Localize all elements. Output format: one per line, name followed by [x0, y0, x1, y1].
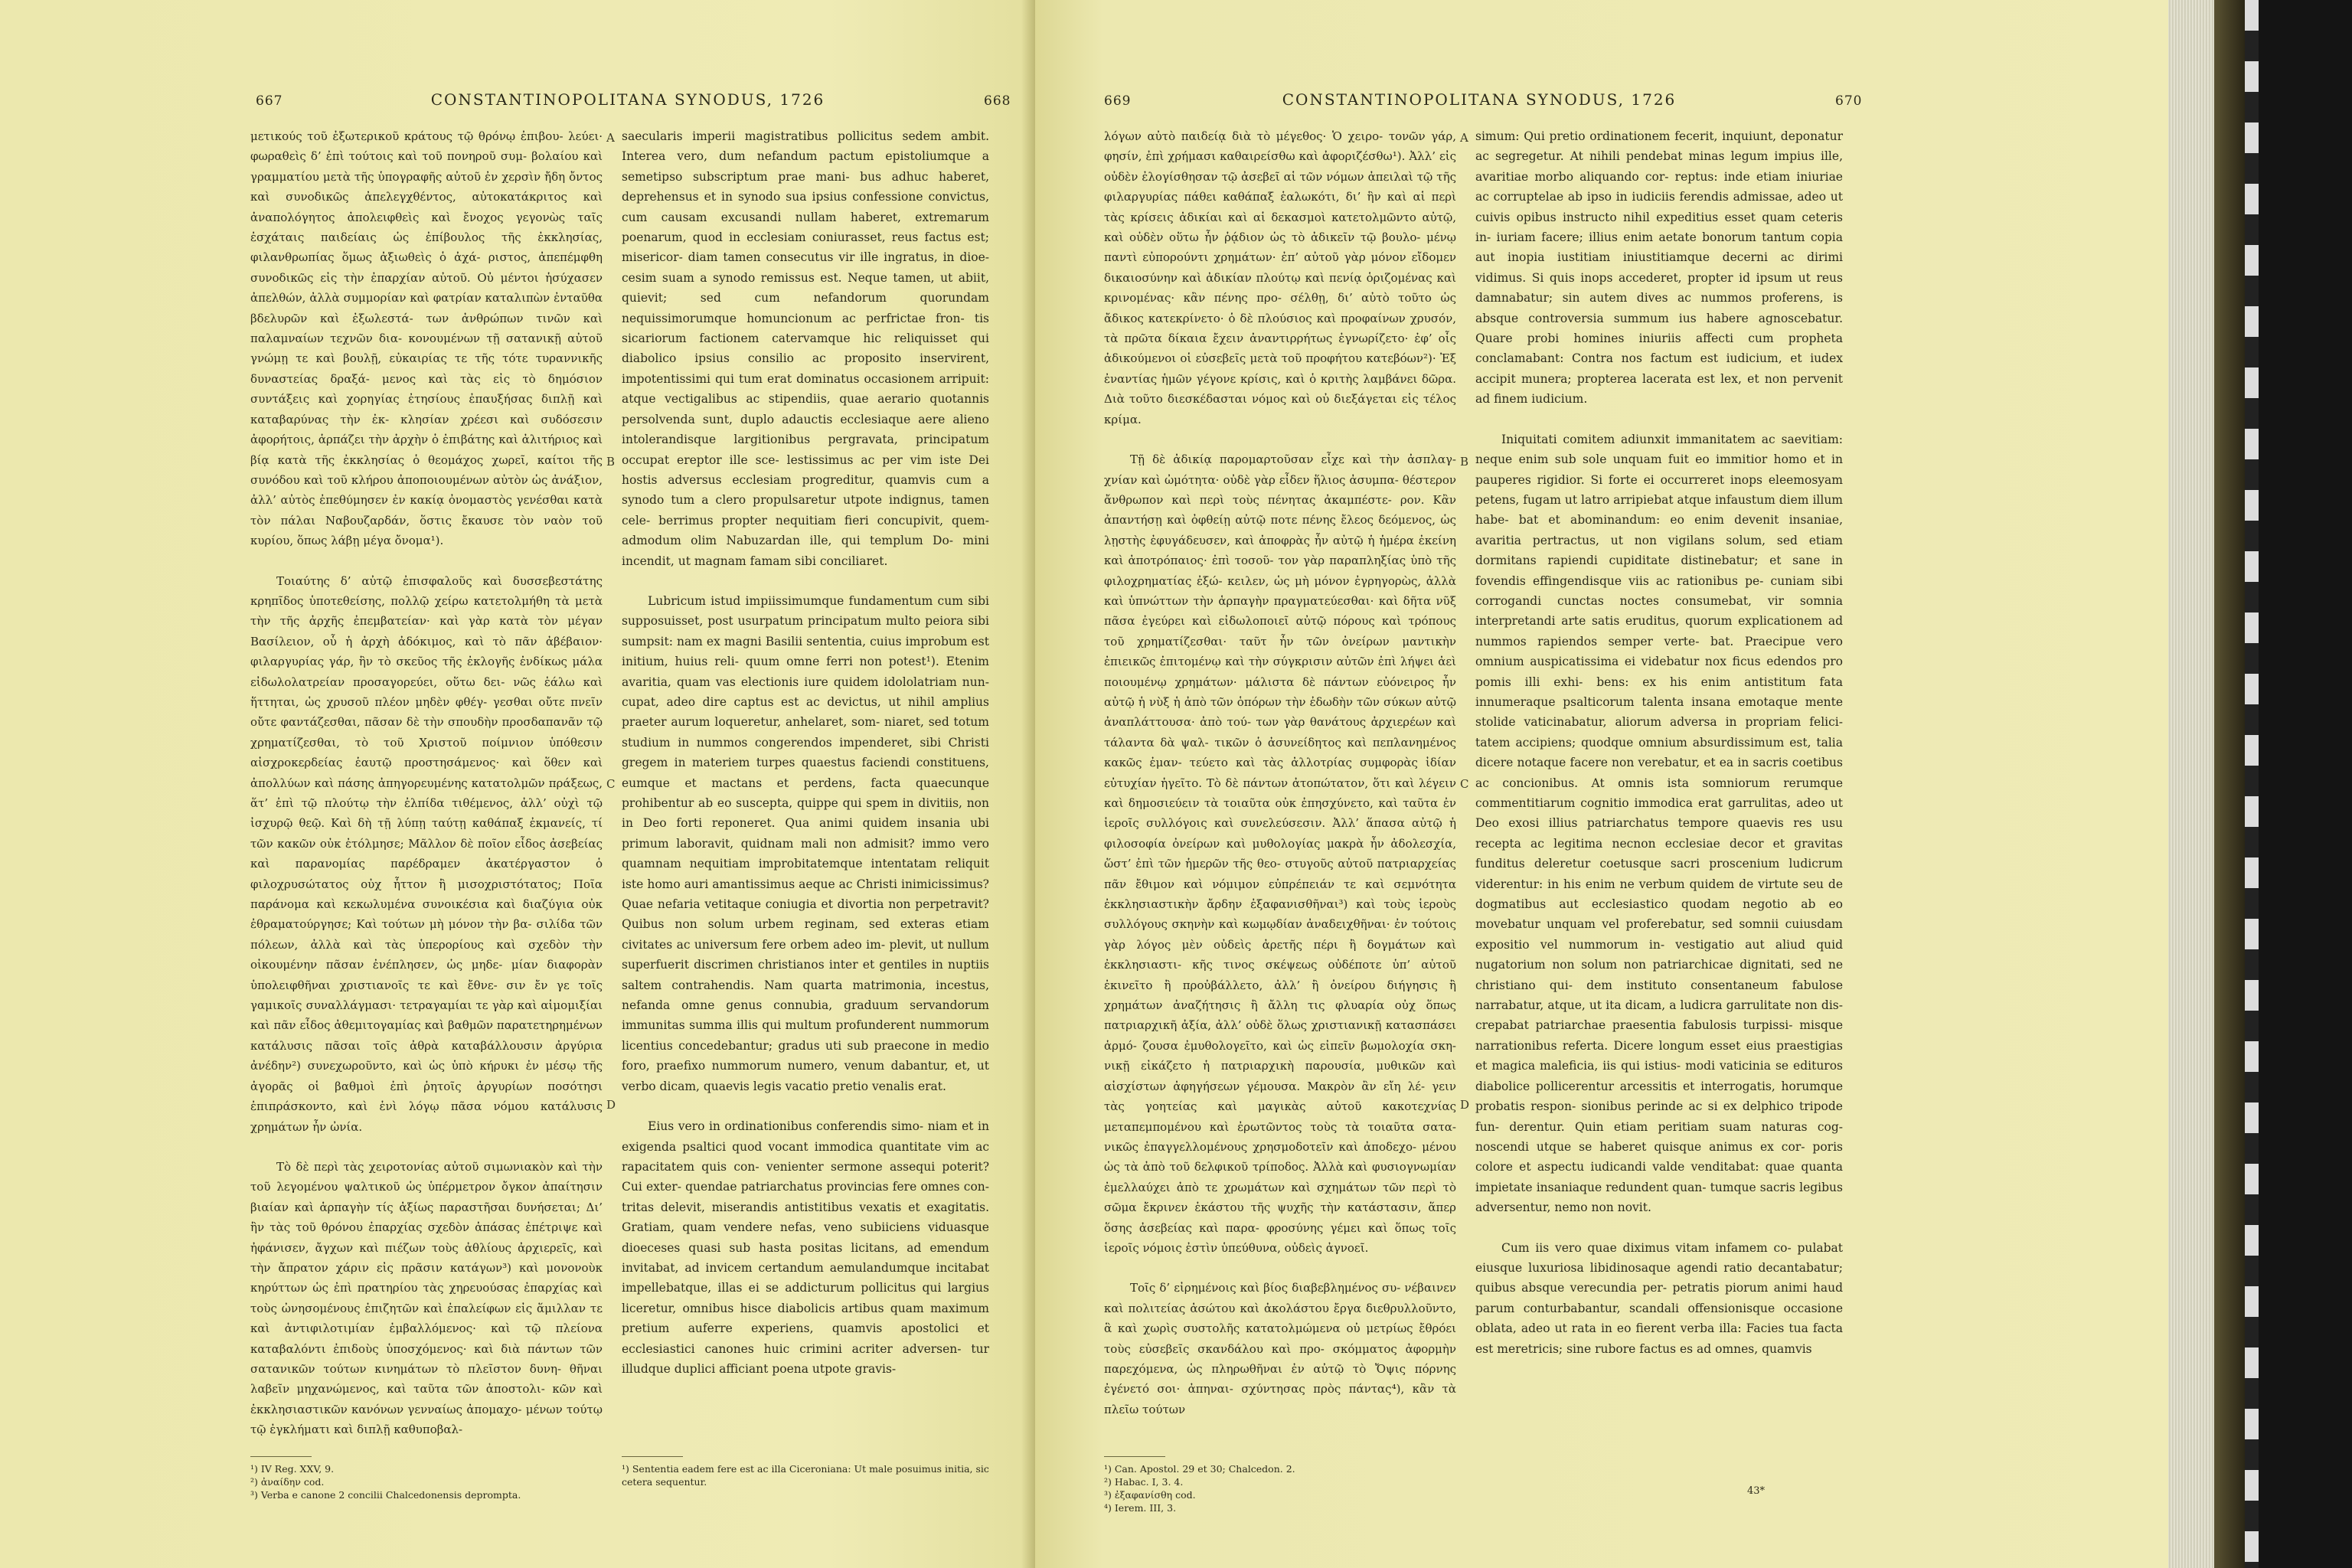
margin-letter-b: B: [606, 455, 616, 469]
running-head-right: [1035, 90, 2168, 121]
latin-text-column: [1475, 126, 1843, 1359]
page-number-669: 669: [1104, 93, 1132, 109]
margin-letter-d: D: [606, 1098, 616, 1112]
margin-letter-c: C: [1460, 777, 1469, 791]
signature-mark: 43*: [1747, 1485, 1766, 1497]
running-head-left: [0, 90, 1035, 121]
greek-paragraph: λόγων αὐτὸ παιδείᾳ διὰ τὸ μέγεθος· Ὁ χειρο- τονῶν γάρ, φησίν, ἐπὶ χρήμασι καθαιρείσθω καὶ ἀφοριζέσθω¹). Ἀλλ’ εἰς οὐδὲν ἐλογίσθησαν τῷ ἀσεβεῖ αἱ τῶν νόμων ἀπειλαὶ τῷ τῆς φιλαργυρίας πάθει καθάπαξ ἑαλωκότι, δι’ ἣν καὶ αἱ περὶ τὰς κρίσεις ἀδικίαι καὶ αἱ δεκασμοὶ κατετολμῶντο αὐτῷ, καὶ οὐδὲν οὕτω ἦν ῥᾴδιον ὡς τὸ ἀδικεῖν τῷ βουλο- μένῳ παντὶ εὐπορούντι χρημάτων· ἐπ’ αὐτοῦ γὰρ μόνον εἴδομεν δικαιοσύνην καὶ ἀδικίαν πλούτῳ καὶ πενίᾳ ὁριζομένας καὶ κρινομένας· κἂν πένης προ- σέλθῃ, δι’ αὐτὸ τοῦτο ὡς ἄδικος κατεκρίνετο· ὁ δὲ πλούσιος καὶ προφαίνων χρυσόν, τὰ πρῶτα δίκαια ἔχειν ἀναντιρρήτως ἐγνωρίζετο· ἐφ’ οἷς ἀδικούμενοι οἱ εὐσεβεῖς μετὰ τοῦ προφήτου κατεβόων²)· Ἐξ ἐναντίας ἡμῶν γέγονε κρίσις, καὶ ὁ κριτὴς λαμβάνει δῶρα. Διὰ τοῦτο διεσκέδασται νόμος καὶ οὐ διεξάγεται εἰς τέλος κρίμα.: [1104, 129, 1456, 426]
latin-paragraph: saecularis imperii magistratibus pollicitus sedem ambit. Interea vero, dum nefandum pactum epistoliumque a semetipso subscriptum prae mani- bus adhuc haberet, deprehensus et in synodo sua ipsius confessione convictus, cum causam excusandi nullam haberet, extremarum poenarum, quod in ecclesiam coniurasset, reus factus est; misericor- diam tamen consecutus vir ille ingratus, in dioe- cesim suam a synodo remissus est. Neque tamen, ut abiit, quievit; sed cum nefandorum quorundam nequissimorumque homuncionum ac perfrictae fron- tis sicariorum factionem catervamque hic reliquisset qui diabolico ipsius consilio ac proposito inservirent, impotentissimi qui tum erat dominatus occasionem arripuit: atque vectigalibus ac stipendiis, quae aerario quotannis persolvenda sunt, duplo adauctis ecclesiaque aere alieno intolerandisque largitionibus pergravata, principatum occupat ereptor ille sce- lestissimus ac per vim iste Dei hostis adversus ecclesiam progreditur, quamvis cum a synodo tum a clero propulsaretur utpote indignus, tamen cele- berrimus propter nequitiam fieri concupivit, quem- admodum olim Nabuzardan ille, qui templum Do- mini incendit, ut magnam famam sibi conciliaret.: [622, 129, 989, 568]
latin-paragraph: simum: Qui pretio ordinationem fecerit, inquiunt, deponatur ac segregetur. At nihili pendebat minas legum impius ille, avaritiae morbo aliquando cor- reptus: inde etiam iniuriae ac corruptelae ab ipso in iudiciis ferendis admissae, adeo ut cuivis opibus instructo nihil expeditius esset quam ceteris in- iuriam facere; illius enim aetate bonorum tantum copia aut inopia iustitiam iniustitiamque decerni ac dirimi vidimus. Si quis inops accederet, propter id ipsum ut reus damnabatur; sin autem dives ac nummos proferens, is absque controversia summum ius habere agnoscebatur. Quare probi homines iniuriis affecti cum propheta conclamabant: Contra nos factum est iudicium, et iudex accipit munera; propterea lacerata est lex, et non pervenit ad finem iudicium.: [1475, 129, 1843, 407]
latin-paragraph: Cum iis vero quae diximus vitam infamem co- pulabat eiusque luxuriosa libidinosaque agendi ratio decantabatur; quibus absque verecundia per- petratis piorum animi haud parum conturbabantur, scandali offensionisque occasione oblata, adeo ut rata in eo fierent verba illa: Facies tua facta est meretricis; sine rubore factus es ad omnes, quamvis: [1475, 1240, 1843, 1356]
running-title: CONSTANTINOPOLITANA SYNODUS, 1726: [1282, 90, 1677, 109]
greek-paragraph: Τοιαύτης δ’ αὐτῷ ἐπισφαλοῦς καὶ δυσσεβεστάτης κρηπῖδος ὑποτεθείσης, πολλῷ χείρω κατετολμήθη τὰ μετὰ τὴν τῆς ἀρχῆς ἐπεμβατείαν· καὶ γὰρ κατὰ τὸν μέγαν Βασίλειον, οὗ ἡ ἀρχὴ ἀδόκιμος, καὶ τὸ πᾶν ἀβέβαιον· φιλαργυρίας γάρ, ἣν τὸ σκεῦος τῆς ἐκλογῆς ἐνδίκως μάλα εἰδωλολατρείαν προσαγορεύει, οὕτω δει- νῶς ἑάλω καὶ ἥττηται, ὡς χρυσοῦ πλέον μηδὲν φθέγ- γεσθαι οὔτε πνεῖν οὔτε φαντάζεσθαι, πᾶσαν δὲ τὴν σπουδὴν προσδαπανᾶν τῷ χρηματίζεσθαι, τὸ τοῦ Χριστοῦ ποίμνιον ὑπόθεσιν αἰσχροκερδείας ἑαυτῷ προστησάμενος· καὶ ὅθεν καὶ ἀπολλύων καὶ πάσης ἀπηγορευμένης κατατολμῶν πράξεως, ἅτ’ ἐπὶ τῷ πλούτῳ τὴν ἐλπίδα τιθέμενος, ἀλλ’ οὐχὶ τῷ ἰσχυρῷ θεῷ. Καὶ δὴ τῇ λύπῃ ταύτῃ καθάπαξ ἐκμανείς, τί τῶν κακῶν οὐκ ἐτόλμησε; Μᾶλλον δὲ ποῖον εἶδος ἀσεβείας καὶ παρανομίας παρέδραμεν ἀκατέργαστον ὁ φιλοχρυσώτατος οὐχ ἧττον ἢ μισοχριστότατος; Ποῖα παράνομα καὶ κεκωλυμένα συνοικέσια καὶ διαζύγια οὐκ ἐθραματούργησε; Καὶ τούτων μὴ μόνον τὴν βα- σιλίδα τῶν πόλεων, ἀλλὰ καὶ τὰς ὑπερορίους καὶ σχεδὸν τὴν οἰκουμένην πᾶσαν ἐνέπλησεν, ὡς μηδε- μίαν διαφορὰν ὑπολειφθῆναι χριστιανοῖς τε καὶ ἔθνε- σιν ἔν γε τοῖς γαμικοῖς συναλλάγμασι· τετραγαμίαι τε γὰρ καὶ αἱμομιξίαι καὶ πᾶν εἶδος ἀθεμιτογαμίας καὶ βαθμῶν παρατετηρημένων κατάλυσις πᾶσαι τοῖς ἀθρὰ καταβάλλουσιν ἀργύρια ἀνέδην²) συνεχωροῦντο, καὶ ὡς ὑπὸ κήρυκι ἐν μέσῳ τῆς ἀγορᾶς οἱ βαθμοὶ ἐπὶ ῥητοῖς ἀργυρίων ποσότησι ἐπιπράσκοντο, καὶ ἑνὶ λόγῳ πᾶσα νόμου κατάλυσις χρημάτων ἦν ὠνία.: [250, 573, 603, 1134]
margin-letter-a: A: [1460, 131, 1468, 145]
footnote: ¹) IV Reg. XXV, 9.: [250, 1463, 335, 1475]
right-page: [1035, 0, 2168, 1568]
greek-paragraph: Τοῖς δ’ εἰρημένοις καὶ βίος διαβεβλημένος συ- νέβαινεν καὶ πολιτείας ἀσώτου καὶ ἀκολάστου ἔργα διεθρυλλοῦντο, ἃ καὶ χωρὶς συστολῆς κατατολμώμενα οὐ μετρίως ἔθρόει τοὺς εὐσεβεῖς σκανδάλου καὶ προ- σκόμματος ἀφορμὴν παρεχόμενα, ὡς πληρωθῆναι ἐν αὐτῷ τὸ Ὄψις πόρνης ἐγένετό σοι· ἀπηναι- σχύντησας πρὸς πάντας⁴), κἂν τὰ πλεῖω τούτων: [1104, 1281, 1456, 1416]
latin-text-column: [622, 126, 989, 1379]
greek-text-column: [250, 126, 603, 1440]
latin-paragraph: Lubricum istud impiissimumque fundamentum cum sibi supposuisset, post usurpatum principatum multo peiora sibi sumpsit: nam ex magni Basilii sententia, cuius improbum est initium, huius reli- quum omne ferri non potest¹). Etenim avaritia, quam vas electionis iure quidem idololatriam nun- cupat, adeo dire captus est ac devictus, ut nihil amplius praeter aurum loqueretur, anhelaret, som- niaret, sed totum studium in nummos congerendos impenderet, sibi Christi gregem in materiem turpes quaestus faciendi constituens, eumque et mactans et perdens, facta quaecunque prohibentur ab eo suscepta, quippe qui spem in divitiis, non in Deo forti reponeret. Qua animi quidem insania ubi primum laboravit, quidnam mali non admisit? immo vero quamnam nequitiam improbitatemque intentatam reliquit iste homo auri amantissimus aeque ac Christi inimicissimus? Quae nefaria vetitaque coniugia et divortia non perpetravit? Quibus non solum urbem reginam, sed exteras etiam civitates ac universum fere orbem adeo im- plevit, ut nullum superfuerit discrimen christianos inter et gentiles in nuptiis saltem contrahendis. Nam quarta matrimonia, incestus, nefanda omne genus connubia, graduum servandorum immunitas summa illis qui multum profunderent nummorum licentius concedebantur; gradus uti sub praecone in medio foro, praefixo nummorum numero, venum dabantur, et, ut verbo dicam, quaevis legis vacatio pretio venalis erat.: [622, 593, 989, 1093]
footnote: ⁴) Ierem. III, 3.: [1104, 1502, 1177, 1514]
footnote: ²) Habac. I, 3. 4.: [1104, 1476, 1184, 1488]
footnote: ²) ἀναίδην cod.: [250, 1476, 325, 1488]
greek-paragraph: Τῇ δὲ ἀδικίᾳ παρομαρτοῦσαν εἶχε καὶ τὴν ἀσπλαγ- χνίαν καὶ ὠμότητα· οὐδὲ γὰρ εἶδεν ἥλιος ἀσυμπα- θέστερον ἄνθρωπον καὶ περὶ τοὺς πένητας ἀκαμπέστε- ρον. Κἂν ἀπαντήσῃ καὶ ὀφθείῃ αὐτῷ ποτε πένης ἔλεος δεόμενος, ὡς λῃστὴς ἐφυγάδευσεν, καὶ ἀποφρὰς ἦν αὐτῷ ἡ ἡμέρα ἐκείνη καὶ ἀποτρόπαιος· ἐπὶ τοσοῦ- τον γὰρ παραπληξίας ὑπὸ τῆς φιλοχρηματίας ἐξώ- κειλεν, ὡς μὴ μόνον ἐγρηγορὼς, ἀλλὰ καὶ ὑπνώττων τὴν ἁρπαγὴν πραγματεύεσθαι· καὶ δῆτα νῦξ πᾶσα ἐγεύρει καὶ εἰδωλοποιεῖ αὐτῷ πόρους καὶ τρόπους τοῦ χρηματίζεσθαι· ταῦτ ἦν τῶν ὀνείρων μαντικὴν ἐπιεικῶς ἐπιτομένῳ καὶ τὴν σύγκρισιν αὐτῶν ἐπὶ λήψει ἀεὶ ποιουμένῳ χρημάτων· μάλιστα δὲ πάντων εὐόνειρος ἦν αὐτῷ ἡ νὺξ ἡ ἀπὸ τῶν ὁπόρων τὴν ἐδωδὴν τῶν σύκων αὐτῷ ἀναπλάττουσα· ἀπὸ τού- των γὰρ θανάτους ἀρχιερέων καὶ τάλαντα δὰ ψαλ- τικῶν ὁ ἀσυνείδητος καὶ πεπλανημένος κακῶς ἐμαν- τεύετο καὶ τὰς ἀλλοτρίας συμφορὰς ἰδίαν εὐτυχίαν ἡγεῖτο. Τὸ δὲ πάντων ἀτοπώτατον, ὅτι καὶ λέγειν καὶ δημοσιεύειν τὰ τοιαῦτα οὐκ ἐπησχύνετο, καὶ ταῦτα ἐν ἱεροῖς συλλόγοις καὶ συνελεύσεσιν. Ἀλλ’ ἅπασα αὐτῷ ἡ φιλοσοφία ὀνείρων καὶ μυθολογίας μακρὰ ἦν ἀδολεσχία, ὥστ’ ἐπὶ τῶν ἡμερῶν τῆς θεο- στυγοῦς αὐτοῦ πατριαρχείας πᾶν ἔθιμον καὶ νόμιμον εὐπρέπειάν τε καὶ σεμνότητα ἐκκλησιαστικὴν ἄρδην ἐξαφανισθῆναι³) καὶ τοὺς ἱεροὺς συλλόγους σκηνὴν καὶ κωμῳδίαν ἀναδειχθῆναι· ἐν τούτοις γὰρ λόγος μὲν οὐδεὶς ἀρετῆς πέρι ἢ δογμάτων καὶ ἐκκλησιαστι- κῆς τινος σκέψεως οὐδέποτε ὑπ’ αὐτοῦ ἐκινεῖτο ἢ προὐβάλλετο, ἀλλ’ ἢ ὀνείρου διήγησις ἢ χρημάτων ἀναζήτησις ἢ ἄλλη τις φλυαρία οὐχ ὅπως πατριαρχικῆ ἀξία, ἀλλ’ οὐδὲ ὅλως χριστιανικῇ κατασπάσει ἁρμό- ζουσα ἐμυθολογεῖτο, καὶ ὡς εἰπεῖν βωμολοχία σκη- νικῇ εἰκάζετο ἡ πατριαρχικὴ παρουσία, μυθικῶν καὶ αἰσχίστων ἀφηγήσεων γέμουσα. Μακρὸν ἂν εἴη λέ- γειν τὰς γοητείας καὶ μαγικὰς αὐτοῦ κακοτεχνίας μεταπεμπομένου καὶ ἐρωτῶντος τοὺς τὰ τοιαῦτα σατα- νικῶς ἐπαγγελλομένους χρησμοδοτεῖν καὶ ἀποδεχο- μένου ὡς τὰ ἀπὸ τοῦ δελφικοῦ τρίποδος. Ἀλλὰ καὶ φυσιογνωμίαν ἐμελλαύχει ἀπὸ τε χρωμάτων καὶ σχημάτων τῶν περὶ τὸ σῶμα ἔκρινεν ἑκάστου τῆς ψυχῆς τὴν κατάστασιν, ἅπερ ὅσης ἀσεβείας καὶ παρα- φροσύνης γέμει καὶ ὅπως τοῖς ἱεροῖς νόμοις ἐστὶν ὑπεύθυνα, οὐδεὶς ἀγνοεῖ.: [1104, 452, 1456, 1255]
footnote-rule: [1104, 1456, 1165, 1457]
scale-ruler: [2245, 0, 2259, 1568]
footnote: ³) Verba e canone 2 concilii Chalcedonensis deprompta.: [250, 1489, 521, 1501]
latin-paragraph: Eius vero in ordinationibus conferendis simo- niam et in exigenda psaltici quod vocant immodica quantitate vim ac rapacitatem quis con- venienter sermone assequi poterit? Cui exter- quendae patriarchatus provincias fere omnes con- tritas delevit, miserandis antistitibus vexatis et exagitatis. Gratiam, quam vendere nefas, veno subiiciens viduasque dioeceses quasi sub hasta positas licitans, ad emendum invitabat, ad invicem certandum aemulandumque incitabat impellebatque, illas ei se addicturum pollicitus qui largius liceretur, omnibus hisce diabolicis artibus quam maximum pretium auferre experiens, quamvis apostolici et ecclesiastici canones huic crimini acriter adversen- tur illudque duplici afficiant poena utpote gravis-: [622, 1119, 989, 1376]
page-edges: [2168, 0, 2214, 1568]
latin-paragraph: Iniquitati comitem adiunxit immanitatem ac saevitiam: neque enim sub sole unquam fuit eo immitior homo et in pauperes rigidior. Si forte ei occurreret inops eleemosyam petens, fugam ut latro arripiebat atque infaustum diem illum habe- bat et abominandum: eo enim devenit insaniae, avaritia pertractus, ut non vigilans solum, sed etiam dormitans rapiendi cupiditate distinebatur; et sane in fovendis effingendisque viis ac rationibus pe- cuniam sibi corrogandi cunctas noctes consumebat, vir somnia interpretandi arte satis eruditus, quorum explicationem ad nummos rapiendos semper verte- bat. Praecipue vero omnium auspicatissima ei videbatur nox ficus edendos pro pomis illi exhi- bens: ex his enim antistitum fata innumeraque psalticorum talenta insana emotaque mente stolide vaticinabatur, aliorum adversa in propriam felici- tatem accipiens; quodque omnium absurdissimum est, talia dicere notaque facere non verebatur, et ea in sacris coetibus ac concionibus. At omnis ista somniorum rerumque commentitiarum cognitio immodica erat garrulitas, adeo ut Deo exosi illius patriarchatus tempore quaevis res usu recepta ac legitima necnon ecclesiae decor et gravitas funditus deleretur coetusque sacri proscenium ludicrum viderentur: in his enim ne verbum quidem de virtute seu de dogmatibus aut ecclesiastico quodam negotio ab eo movebatur unquam vel proferebatur, sed somnii cuiusdam expositio vel nummorum in- vestigatio aut aliud quid nugatorium non solum non patriarchicae dignitati, sed ne christiano qui- dem instituto consentaneum fabulose narrabatur, atque, ut ita dicam, a ludicra garrulitate non dis- crepabat patriarchae praesentia fabulosis turpissi- misque narrationibus referta. Dicere longum esset eius praestigias et magica maleficia, iis qui istius- modi vaticinia se edituros diabolice pollicerentur arcessitis et interrogatis, horumque probatis respon- sionibus perinde ac si ex delphico tripode fun- derentur. Quin etiam peritiam suam naturas cog- noscendi utque se haberet quisque animus ex cor- poris colore et aspectu iudicandi valde venditabat: quae quanta impietate insaniaque redundent quan- tumque sacris legibus adversentur, nemo non novit.: [1475, 432, 1843, 1215]
footnote: ¹) Can. Apostol. 29 et 30; Chalcedon. 2.: [1104, 1463, 1295, 1475]
latin-footnotes: [622, 1462, 989, 1488]
margin-letter-d: D: [1460, 1098, 1470, 1112]
greek-paragraph: Τὸ δὲ περὶ τὰς χειροτονίας αὐτοῦ σιμωνιακὸν καὶ τὴν τοῦ λεγομένου ψαλτικοῦ ὡς ὑπέρμετρον ὄγκον ἀπαίτησιν βιαίαν καὶ ἁρπαγὴν τίς ἀξίως παραστῆσαι δυνήσεται; Δι’ ἣν τὰς τοῦ θρόνου ἐπαρχίας σχεδὸν ἁπάσας ἐπέτριψε καὶ ἠφάνισεν, ἄγχων καὶ πιέζων τοὺς ἀθλίους ἀρχιερεῖς, καὶ τὴν ἄπρατον χάριν εἰς πρᾶσιν κατάγων³) καὶ μονονοὺκ κηρύττων ὡς ἐπὶ πρατηρίου τὰς χηρευούσας ἐπαρχίας καὶ τοὺς ὠνησομένους ἐπιζητῶν καὶ ἐπαλείφων εἰς ἅμιλλαν τε καὶ ἀντιφιλοτιμίαν ἐμβαλλόμενος· καὶ τῷ πλείονα καταβαλόντι ἐπιδοὺς ὑποσχόμενος· καὶ διὰ πάντων τῶν σατανικῶν τούτων κινημάτων τὸ πλεῖστον δυνη- θῆναι λαβεῖν μηχανώμενος, καὶ ταῦτα τῶν ἀποστολι- κῶν καὶ ἐκκλησιαστικῶν κανόνων γενναίως ἀπομαχο- μένων τούτῳ τῷ ἐγκλήματι καὶ διπλῇ καθυποβαλ-: [250, 1159, 603, 1437]
margin-letter-c: C: [606, 777, 616, 791]
greek-footnotes: [1104, 1462, 1456, 1514]
running-title: CONSTANTINOPOLITANA SYNODUS, 1726: [430, 90, 825, 109]
page-number-670: 670: [1835, 93, 1863, 109]
greek-paragraph: μετικούς τοῦ ἐξωτερικοῦ κράτους τῷ θρόνῳ ἐπιβου- λεύει· φωραθεὶς δ’ ἐπὶ τούτοις καὶ τοῦ πονηροῦ συμ- βολαίου καὶ γραμματίου μετὰ τῆς ὑπογραφῆς αὐτοῦ ἐν χερσὶν ἤδη ὄντος καὶ συνοδικῶς ἀπελεγχθέντος, αὐτοκατάκριτος καὶ ἀναπολόγητος ἀπολειφθεὶς καὶ ἔνοχος γεγονὼς ταῖς ἐσχάταις παιδείαις ὡς ἐπίβουλος τῆς ἐκκλησίας, φιλανθρωπίας ὅμως ἀξιωθεὶς ὁ ἀχά- ριστος, ἀπεπέμφθη συνοδικῶς εἰς τὴν ἐπαρχίαν αὐτοῦ. Οὐ μέντοι ἡσύχασεν ἀπελθών, ἀλλὰ συμμορίαν καὶ φατρίαν καταλιπὼν ἐνταῦθα βδελυρῶν καὶ ἐξωλεστά- των ἀνθρώπων τινῶν καὶ παλαμναίων τεχνῶν δια- κονουμένων τῇ σατανικῇ αὐτοῦ γνώμῃ τε καὶ βουλῇ, εὐκαιρίας τε τῆς τότε τυραννικῆς δυναστείας δραξά- μενος καὶ τὰς εἰς τὸ δημόσιον συντάξεις καὶ χορηγίας ἐτησίους ἐπαυξήσας διπλῇ καὶ καταβαρύνας τὴν ἐκ- κλησίαν χρέεσι καὶ συδόσεσιν ἀφορήτοις, ἁρπάζει τὴν ἀρχὴν ὁ ἐπιβάτης καὶ ἀλιτήριος καὶ βίᾳ κατὰ τῆς ἐκκλησίας ὁ θεομάχος χωρεῖ, καίτοι τῆς συνόδου καὶ τοῦ κλήρου ἀποποιουμένων αὐτὸν ὡς ἀνάξιον, ἀλλ’ αὐτὸς ἐπεθύμησεν ἐν κακίᾳ ὀνομαστὸς γενέσθαι κατὰ τὸν πάλαι Ναβουζαρδάν, ὅστις ἔκαυσε τὸν ναὸν τοῦ κυρίου, ὅπως λάβῃ μέγα ὄνομα¹).: [250, 129, 603, 548]
footnote-rule: [250, 1456, 312, 1457]
margin-letter-a: A: [606, 131, 615, 145]
book-cover-edge: [2214, 0, 2245, 1568]
greek-footnotes: [250, 1462, 603, 1501]
margin-letter-b: B: [1460, 455, 1469, 469]
footnote: ¹) Sententia eadem fere est ac illa Ciceroniana: Ut male posuimus initia, sic cetera sequentur.: [622, 1463, 989, 1488]
footnote-rule: [622, 1456, 683, 1457]
page-number-668: 668: [984, 93, 1011, 109]
footnote: ³) ἐξαφανίσθη cod.: [1104, 1489, 1196, 1501]
left-page: [0, 0, 1035, 1568]
page-number-667: 667: [256, 93, 283, 109]
greek-text-column: [1104, 126, 1456, 1419]
